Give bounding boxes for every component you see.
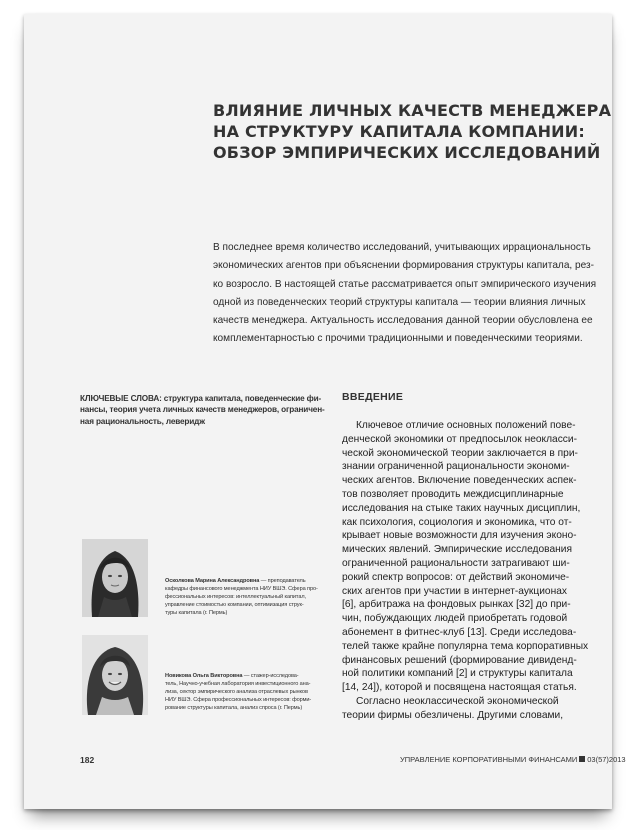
- body-line: ческой экономической теории заключается в при-: [342, 447, 578, 459]
- body-line: как психология, социология и экономика, что от-: [342, 516, 572, 528]
- portrait-woman-dark-hair: [82, 539, 148, 617]
- title-line: ВЛИЯНИЕ ЛИЧНЫХ КАЧЕСТВ МЕНЕДЖЕРА: [213, 101, 612, 120]
- author-bio-line: [165, 577, 315, 585]
- article-title: [213, 100, 612, 163]
- body-line: мических явлений. Эмпирические исследования: [342, 544, 572, 556]
- author-bio: [165, 672, 315, 712]
- author-bio: [165, 577, 318, 617]
- abstract: [213, 239, 597, 349]
- body-line: ной политики компаний [2] и структуры капитала: [342, 668, 573, 680]
- body-text: [342, 419, 592, 723]
- author-bio-line: рование структуры капитала, анализ спроса (г. Пермь): [165, 705, 303, 711]
- title-line: ОБЗОР ЭМПИРИЧЕСКИХ ИССЛЕДОВАНИЙ: [213, 143, 601, 162]
- title-line: НА СТРУКТУРУ КАПИТАЛА КОМПАНИИ:: [213, 122, 585, 141]
- author-bio-line: [165, 672, 315, 680]
- portrait-woman-curly-hair: [82, 635, 148, 715]
- body-line: тов позволяет проводить междисциплинарные: [342, 488, 564, 500]
- body-line: крывает новые возможности для изучения эконо-: [342, 530, 577, 542]
- author-bio-line: лиза, сектор эмпирического анализа отраслевых рынков: [165, 689, 308, 695]
- abstract-line: экономических агентов при объяснении формирования структуры капитала, рез-: [213, 260, 595, 272]
- author-bio-line: кафедры финансового менеджмента НИУ ВШЭ. Сфера про-: [165, 586, 318, 592]
- body-line: рокий спектр вопросов: от действий экономиче-: [342, 571, 570, 583]
- square-icon: [579, 756, 585, 762]
- keywords-line: ная рациональность, леверидж: [80, 416, 205, 426]
- body-line: Ключевое отличие основных положений пове-: [356, 420, 576, 431]
- journal-page: [24, 14, 626, 809]
- body-line: телей также крайне популярна тема корпоративных: [342, 640, 589, 652]
- body-line: ских агентов при участии в интернет-аукционах: [342, 585, 567, 597]
- body-line: ческих агентов. Включение поведенческих аспек-: [342, 475, 577, 487]
- author-bio-line: тель, Научно-учебная лаборатория инвестиционного ана-: [165, 681, 311, 687]
- body-line: Согласно неоклассической экономической: [356, 695, 559, 707]
- abstract-line: ко возросло. В настоящей статье рассматривается опыт эмпирического изучения: [213, 278, 597, 290]
- keywords-line: нансы, теория учета личных качеств менеджеров, ограничен-: [80, 405, 325, 415]
- body-line: ограниченной рациональности затрагивают ши-: [342, 557, 570, 569]
- abstract-line: комплементарностью с прочими традиционными и поведенческими теориями.: [213, 333, 583, 345]
- body-line: теории фирмы обезличены. Другими словами,: [342, 709, 564, 721]
- author-bio-line: НИУ ВШЭ. Сфера профессиональных интересов: форми-: [165, 697, 312, 703]
- author-bio-line: фессиональных интересов: интеллектуальный капитал,: [165, 594, 306, 600]
- body-line: финансовых решений (формирование дивиденд-: [342, 654, 577, 666]
- section-heading: ВВЕДЕНИЕ: [342, 391, 404, 403]
- author-photo: [82, 635, 148, 715]
- journal-issue: 03(57)2013: [587, 755, 626, 764]
- body-line: абонемент в фитнес-клуб [13]. Среди исследова-: [342, 626, 577, 638]
- body-line: [14, 24]), которой и посвящена настоящая статья.: [342, 682, 577, 694]
- page-number: 182: [80, 755, 95, 765]
- author-bio-line: управление стоимостью компании, оптимизация струк-: [165, 602, 304, 608]
- journal-footer: [400, 755, 626, 764]
- author-photo: [82, 539, 148, 617]
- body-line: знании ограниченной рациональности экономи-: [342, 461, 570, 473]
- body-line: исследования на стыке таких научных дисциплин,: [342, 502, 581, 514]
- journal-name: УПРАВЛЕНИЕ КОРПОРАТИВНЫМИ ФИНАНСАМИ: [400, 755, 578, 764]
- body-line: денческой экономики от предпосылок неокласси-: [342, 433, 577, 445]
- author-bio-text: — стажер-исследова-: [242, 673, 299, 679]
- author-bio-text: — преподаватель: [259, 578, 306, 584]
- author-name: Осколкова Марина Александровна: [165, 578, 260, 584]
- author-name: Новикова Ольга Викторовна: [165, 673, 243, 679]
- body-line: [6], арбитража на фондовых рынках [32] до при-: [342, 599, 571, 611]
- keywords: [80, 393, 325, 427]
- abstract-line: одной из поведенческих теорий структуры капитала — теории влияния личных: [213, 296, 586, 308]
- keywords-line: КЛЮЧЕВЫЕ СЛОВА: структура капитала, поведенческие фи-: [80, 394, 322, 403]
- body-line: чин, побуждающих людей приобретать годовой: [342, 613, 568, 625]
- abstract-line: качеств менеджера. Актуальность исследования данной теории обусловлена ее: [213, 315, 593, 327]
- author-bio-line: туры капитала (г. Пермь): [165, 610, 228, 616]
- abstract-line: В последнее время количество исследований, учитывающих иррациональность: [213, 242, 591, 253]
